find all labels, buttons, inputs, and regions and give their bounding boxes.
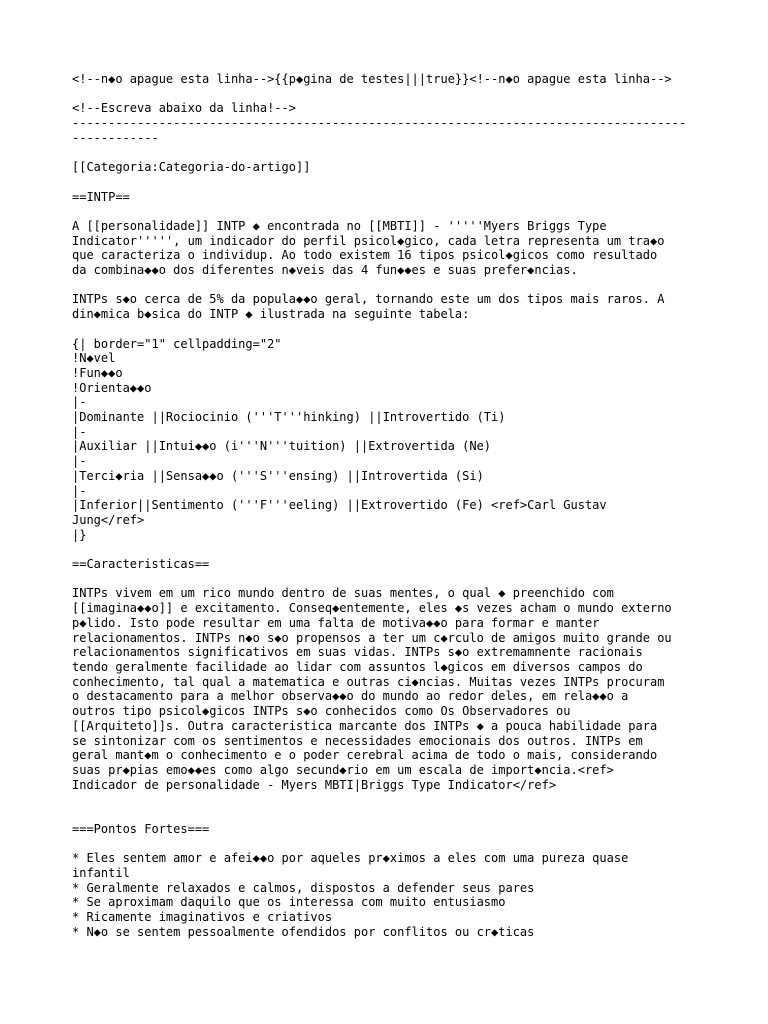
text-line: infantil (72, 865, 130, 880)
blank-line (72, 572, 712, 587)
text-line: Jung</ref> (72, 513, 145, 527)
text-line: INTPs vivem em um rico mundo dentro de suas mentes, o qual ◆ preenchido com (72, 586, 614, 601)
text-line: !N◆vel (72, 351, 116, 366)
text-line: [[Categoria:Categoria-do-artigo]] (72, 160, 311, 175)
text-line: |} (72, 527, 87, 542)
text-line: <!--n◆o apague esta linha-->{{p◆gina de testes|||true}}<!--n◆o apague esta linha--> (72, 72, 672, 86)
text-line: ===Pontos Fortes=== (72, 821, 210, 836)
blank-line (72, 175, 712, 190)
blank-line (72, 792, 712, 807)
document-page (72, 72, 712, 939)
blank-line (72, 542, 712, 557)
text-line: |- (72, 454, 87, 469)
text-line: |Terci◆ria ||Sensa◆◆o ('''S'''ensing) ||Introvertida (Si) (72, 468, 484, 483)
text-line: se sintonizar com os sentimentos e necessidades emocionais dos outros. INTPs em (72, 733, 643, 748)
text-line: * Se aproximam daquilo que os interessa com muito entusiasmo (72, 895, 506, 910)
blank-line (72, 278, 712, 293)
text-line: |Auxiliar ||Intui◆◆o (i'''N'''tuition) ||Extrovertida (Ne) (72, 439, 492, 454)
text-line: !Orienta◆◆o (72, 380, 152, 395)
blank-line (72, 87, 712, 102)
text-line: Indicator''''', um indicador do perfil psicol◆gico, cada letra representa um tra◆o (72, 233, 665, 248)
text-line: <!--Escreva abaixo da linha!--> (72, 101, 296, 116)
text-line: conhecimento, tal qual a matematica e outras ci◆ncias. Muitas vezes INTPs procuram (72, 674, 665, 689)
text-line: * Geralmente relaxados e calmos, dispostos a defender seus pares (72, 880, 535, 895)
text-line: p◆lido. Isto pode resultar em uma falta de motiva◆◆o para formar e manter (72, 615, 600, 630)
text-line: !Fun◆◆o (72, 365, 123, 380)
text-line: ------------------------------------------------------------------------------------- (72, 116, 687, 131)
text-line: ==INTP== (72, 189, 130, 204)
text-line: {| border="1" cellpadding="2" (72, 336, 282, 351)
text-line: |Dominante ||Rociocinio ('''T'''hinking) ||Introvertido (Ti) (72, 410, 506, 425)
text-line: geral mant◆m o conhecimento e o poder cerebral acima de todo o mais, considerando (72, 748, 658, 763)
text-line: |- (72, 483, 87, 498)
blank-line (72, 146, 712, 161)
text-line: outros tipo psicol◆gicos INTPs s◆o conhecidos como Os Observadores ou (72, 704, 571, 719)
text-line: [[imagina◆◆o]] e excitamento. Conseq◆entemente, eles ◆s vezes acham o mundo externo (72, 601, 672, 616)
text-line: |Inferior||Sentimento ('''F'''eeling) ||Extrovertido (Fe) <ref>Carl Gustav (72, 498, 607, 513)
blank-line (72, 836, 712, 851)
text-line: * N◆o se sentem pessoalmente ofendidos por conflitos ou cr◆ticas (72, 924, 535, 939)
text-line: din◆mica b◆sica do INTP ◆ ilustrada na seguinte tabela: (72, 307, 470, 322)
text-line: * Ricamente imaginativos e criativos (72, 909, 333, 924)
text-line: o destacamento para a melhor observa◆◆o do mundo ao redor deles, em rela◆◆o a (72, 689, 629, 704)
text-line: tendo geralmente facilidade ao lidar com assuntos l◆gicos em diversos campos do (72, 660, 643, 674)
text-line: da combina◆◆o dos diferentes n◆veis das 4 fun◆◆es e suas prefer◆ncias. (72, 263, 578, 278)
blank-line (72, 204, 712, 219)
blank-line (72, 807, 712, 822)
text-line: suas pr◆pias emo◆◆es como algo secund◆rio em um escala de import◆ncia.<ref> (72, 762, 614, 777)
text-line: relacionamentos significativos em suas vidas. INTPs s◆o extremamnente racionais (72, 645, 643, 660)
text-line: INTPs s◆o cerca de 5% da popula◆◆o geral, tornando este um dos tipos mais raros. A (72, 292, 665, 307)
text-line: que caracteriza o individup. Ao todo existem 16 tipos psicol◆gicos como resultado (72, 248, 658, 263)
blank-line (72, 322, 712, 337)
text-line: * Eles sentem amor e afei◆◆o por aqueles pr◆ximos a eles com uma pureza quase (72, 851, 629, 866)
text-line: Indicador de personalidade - Myers MBTI|Briggs Type Indicator</ref> (72, 777, 557, 792)
text-line: |- (72, 424, 87, 439)
text-line: ==Caracteristicas== (72, 557, 210, 572)
text-line: relacionamentos. INTPs n◆o s◆o propensos a ter um c◆rculo de amigos muito grande ou (72, 630, 672, 645)
text-line: |- (72, 395, 87, 410)
text-line: [[Arquiteto]]s. Outra caracteristica marcante dos INTPs ◆ a pouca habilidade para (72, 718, 658, 733)
text-line: ------------ (72, 130, 159, 145)
text-line: A [[personalidade]] INTP ◆ encontrada no [[MBTI]] - '''''Myers Briggs Type (72, 218, 607, 233)
